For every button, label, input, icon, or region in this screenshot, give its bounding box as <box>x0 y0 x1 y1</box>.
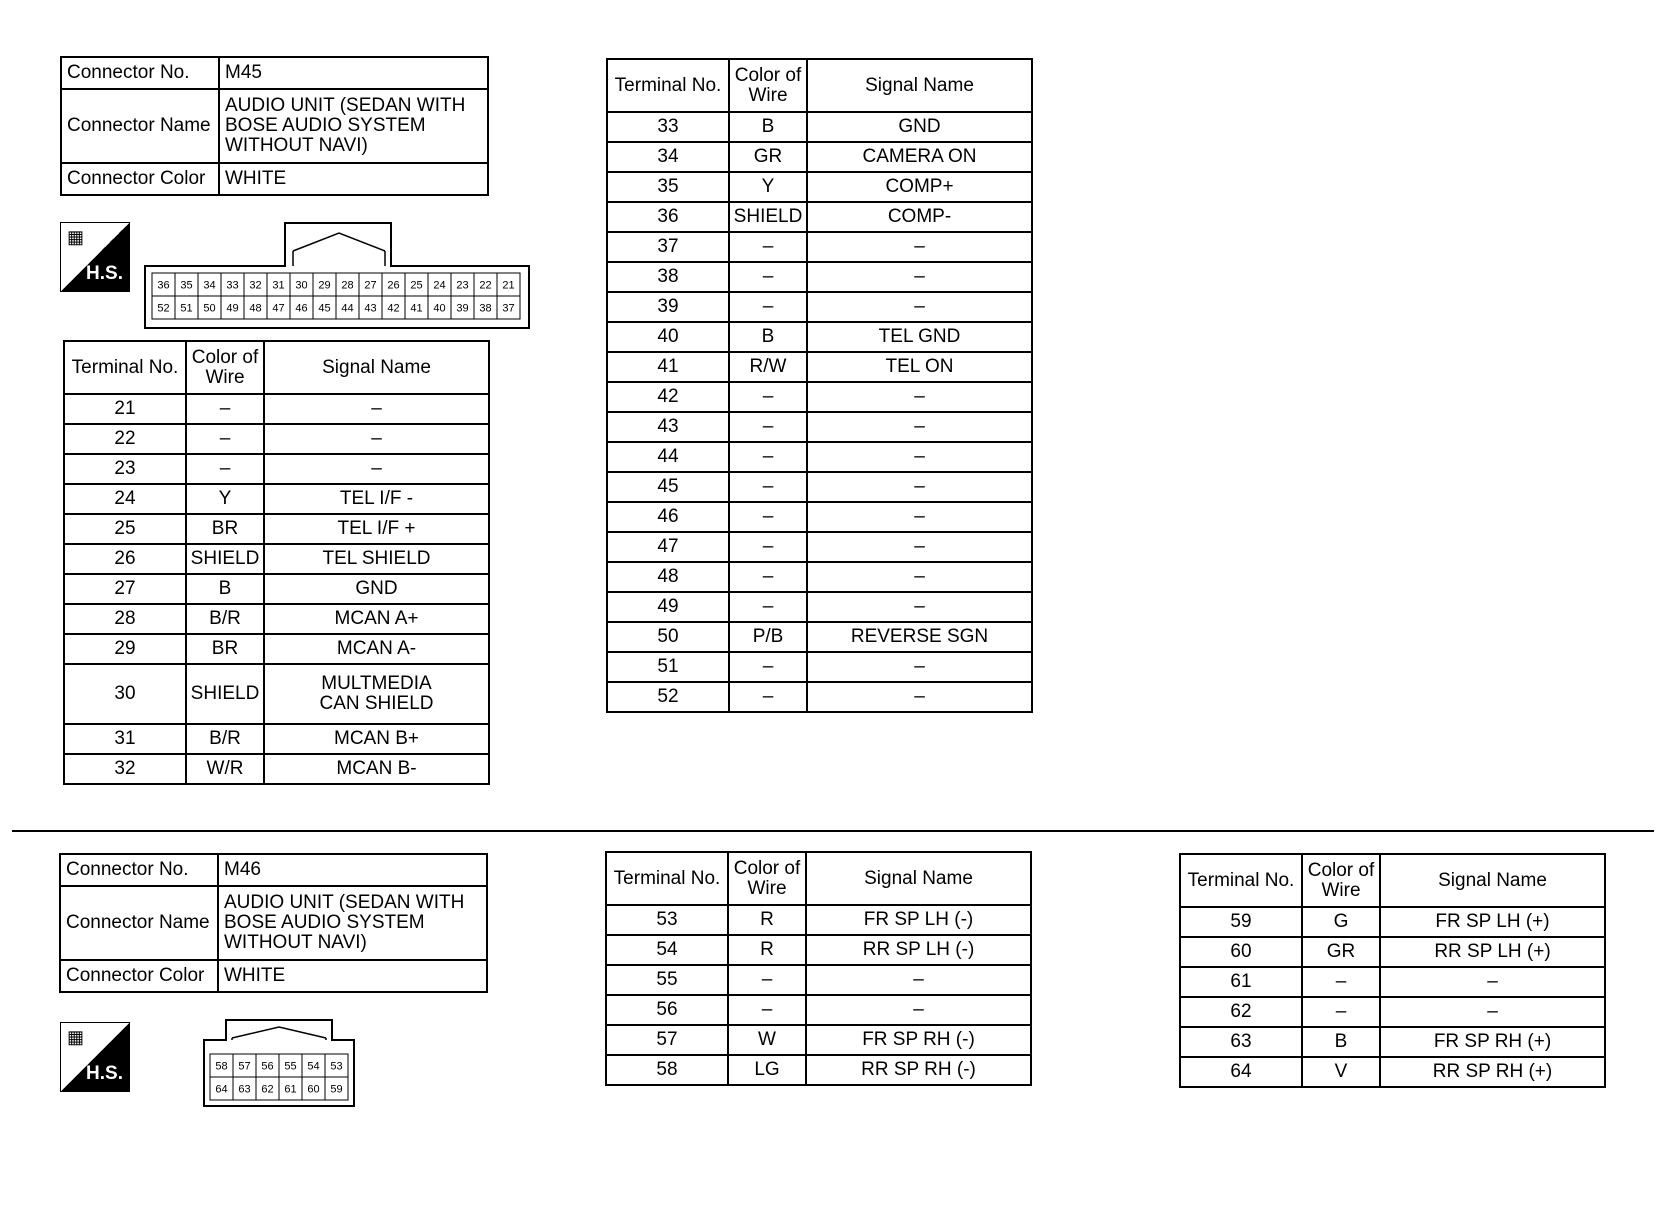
pin-number: 32 <box>249 279 262 292</box>
connector-color-label: Connector Color <box>60 960 218 992</box>
terminal-no-cell: 64 <box>1180 1057 1302 1087</box>
terminal-no-cell: 61 <box>1180 967 1302 997</box>
connector-color-label: Connector Color <box>61 163 219 195</box>
pin-number: 22 <box>479 279 492 292</box>
connector-glyph-icon: ▦ <box>67 227 85 247</box>
signal-name-cell: CAMERA ON <box>807 142 1032 172</box>
terminal-no-cell: 48 <box>607 562 729 592</box>
pin-number: 49 <box>226 302 239 315</box>
connector-info-m46 <box>59 853 488 993</box>
terminal-no-cell: 54 <box>606 935 728 965</box>
terminal-no-cell: 34 <box>607 142 729 172</box>
pin-number: 25 <box>410 279 423 292</box>
table-row <box>606 905 1031 935</box>
table-row <box>64 514 489 544</box>
signal-name-cell: – <box>807 472 1032 502</box>
signal-name-cell: – <box>807 292 1032 322</box>
signal-name-cell: GND <box>807 112 1032 142</box>
pin-number: 44 <box>341 302 354 315</box>
terminal-no-cell: 43 <box>607 412 729 442</box>
pin-number: 31 <box>272 279 285 292</box>
wire-color-cell: LG <box>728 1055 806 1085</box>
signal-name-cell: – <box>807 592 1032 622</box>
connector-name-label: Connector Name <box>60 886 218 960</box>
connector-name-value: AUDIO UNIT (SEDAN WITH BOSE AUDIO SYSTEM WITHOUT NAVI) <box>218 886 487 960</box>
table-row <box>607 622 1032 652</box>
signal-name-cell: FR SP LH (+) <box>1380 907 1605 937</box>
connector-color-value: WHITE <box>219 163 488 195</box>
terminal-no-cell: 47 <box>607 532 729 562</box>
terminal-no-cell: 58 <box>606 1055 728 1085</box>
pin-number: 33 <box>226 279 239 292</box>
terminal-no-cell: 21 <box>64 394 186 424</box>
table-row <box>1180 997 1605 1027</box>
pin-number: 21 <box>502 279 515 292</box>
wire-color-cell: BR <box>186 514 264 544</box>
connector-no-value: M46 <box>218 854 487 886</box>
table-row <box>607 172 1032 202</box>
table-row <box>607 532 1032 562</box>
table-row <box>64 634 489 664</box>
signal-name-cell: – <box>807 232 1032 262</box>
pin-number: 57 <box>238 1060 251 1073</box>
signal-name-cell: FR SP RH (-) <box>806 1025 1031 1055</box>
terminal-no-header: Terminal No. <box>64 341 186 394</box>
color-of-wire-header: Color of Wire <box>186 341 264 394</box>
wire-color-cell: – <box>1302 997 1380 1027</box>
signal-name-cell: – <box>264 454 489 484</box>
signal-name-cell: REVERSE SGN <box>807 622 1032 652</box>
terminal-no-cell: 31 <box>64 724 186 754</box>
wire-color-cell: SHIELD <box>729 202 807 232</box>
connector-face-m46 <box>202 1018 362 1110</box>
terminal-no-cell: 40 <box>607 322 729 352</box>
signal-name-cell: MCAN A+ <box>264 604 489 634</box>
pin-number: 38 <box>479 302 492 315</box>
signal-name-cell: – <box>807 532 1032 562</box>
signal-name-cell: RR SP LH (-) <box>806 935 1031 965</box>
table-row <box>607 322 1032 352</box>
signal-name-cell: MCAN B+ <box>264 724 489 754</box>
signal-name-header: Signal Name <box>264 341 489 394</box>
terminal-no-header: Terminal No. <box>606 852 728 905</box>
harness-side-icon <box>60 222 130 292</box>
wire-color-cell: B <box>729 322 807 352</box>
table-row <box>607 232 1032 262</box>
pin-number: 26 <box>387 279 400 292</box>
pin-number: 52 <box>157 302 170 315</box>
terminal-no-cell: 44 <box>607 442 729 472</box>
signal-name-cell: RR SP RH (-) <box>806 1055 1031 1085</box>
pin-number: 62 <box>261 1083 274 1096</box>
table-row <box>607 472 1032 502</box>
pin-number: 30 <box>295 279 308 292</box>
signal-name-cell: – <box>1380 997 1605 1027</box>
terminal-no-cell: 25 <box>64 514 186 544</box>
terminal-no-cell: 23 <box>64 454 186 484</box>
terminal-no-cell: 35 <box>607 172 729 202</box>
wire-color-cell: BR <box>186 634 264 664</box>
pin-number: 34 <box>203 279 216 292</box>
terminal-table-53-58 <box>605 851 1032 1086</box>
table-row <box>606 995 1031 1025</box>
table-row <box>64 454 489 484</box>
pin-number: 55 <box>284 1060 297 1073</box>
table-row <box>607 202 1032 232</box>
pin-number: 39 <box>456 302 469 315</box>
signal-name-cell: TEL GND <box>807 322 1032 352</box>
pin-number: 50 <box>203 302 216 315</box>
wire-color-cell: B <box>1302 1027 1380 1057</box>
connector-face-m45 <box>143 221 533 333</box>
table-row <box>64 484 489 514</box>
wire-color-cell: P/B <box>729 622 807 652</box>
signal-name-cell: TEL SHIELD <box>264 544 489 574</box>
signal-name-cell: TEL I/F + <box>264 514 489 544</box>
wire-color-cell: – <box>1302 967 1380 997</box>
terminal-no-cell: 38 <box>607 262 729 292</box>
terminal-no-cell: 63 <box>1180 1027 1302 1057</box>
table-row <box>607 412 1032 442</box>
pin-number: 48 <box>249 302 262 315</box>
wire-color-cell: – <box>729 412 807 442</box>
wire-color-cell: V <box>1302 1057 1380 1087</box>
terminal-no-cell: 24 <box>64 484 186 514</box>
connector-latch <box>232 1027 326 1038</box>
pin-number: 47 <box>272 302 285 315</box>
signal-name-cell: COMP- <box>807 202 1032 232</box>
wire-color-cell: – <box>728 965 806 995</box>
connector-name-label: Connector Name <box>61 89 219 163</box>
signal-name-cell: – <box>264 394 489 424</box>
pin-number: 45 <box>318 302 331 315</box>
table-row <box>606 965 1031 995</box>
wire-color-cell: GR <box>1302 937 1380 967</box>
terminal-no-cell: 59 <box>1180 907 1302 937</box>
pin-number: 64 <box>215 1083 228 1096</box>
signal-name-cell: MCAN A- <box>264 634 489 664</box>
table-row <box>64 724 489 754</box>
pin-number: 36 <box>157 279 170 292</box>
wire-color-cell: – <box>729 232 807 262</box>
wire-color-cell: – <box>729 562 807 592</box>
color-of-wire-header: Color of Wire <box>1302 854 1380 907</box>
signal-name-cell: – <box>807 442 1032 472</box>
wire-color-cell: GR <box>729 142 807 172</box>
table-row <box>64 394 489 424</box>
table-row <box>64 574 489 604</box>
terminal-no-cell: 32 <box>64 754 186 784</box>
wire-color-cell: – <box>729 502 807 532</box>
wire-color-cell: – <box>729 472 807 502</box>
table-row <box>607 562 1032 592</box>
table-row <box>607 502 1032 532</box>
table-row <box>64 754 489 784</box>
signal-name-cell: – <box>807 382 1032 412</box>
wire-color-cell: W/R <box>186 754 264 784</box>
signal-name-cell: – <box>806 965 1031 995</box>
wire-color-cell: B/R <box>186 724 264 754</box>
table-row <box>64 664 489 724</box>
terminal-table-59-64 <box>1179 853 1606 1088</box>
pin-number: 43 <box>364 302 377 315</box>
pin-number: 29 <box>318 279 331 292</box>
pin-number: 42 <box>387 302 400 315</box>
connector-glyph-icon: ▦ <box>67 1027 85 1047</box>
wire-color-cell: – <box>186 454 264 484</box>
wire-color-cell: R <box>728 905 806 935</box>
table-row <box>607 682 1032 712</box>
pin-number: 56 <box>261 1060 274 1073</box>
terminal-table-33-52 <box>606 58 1033 713</box>
harness-side-icon <box>60 1022 130 1092</box>
terminal-no-cell: 36 <box>607 202 729 232</box>
pin-number: 58 <box>215 1060 228 1073</box>
signal-name-cell: FR SP LH (-) <box>806 905 1031 935</box>
table-row <box>1180 1027 1605 1057</box>
table-row <box>607 262 1032 292</box>
section-divider <box>12 830 1654 832</box>
signal-name-cell: GND <box>264 574 489 604</box>
pin-number: 35 <box>180 279 193 292</box>
signal-name-cell: – <box>807 412 1032 442</box>
signal-name-cell: RR SP LH (+) <box>1380 937 1605 967</box>
terminal-no-cell: 46 <box>607 502 729 532</box>
pin-number: 23 <box>456 279 469 292</box>
wire-color-cell: R <box>728 935 806 965</box>
connector-no-label: Connector No. <box>60 854 218 886</box>
signal-name-cell: – <box>807 502 1032 532</box>
pin-number: 60 <box>307 1083 320 1096</box>
wire-color-cell: B/R <box>186 604 264 634</box>
table-row <box>607 592 1032 622</box>
signal-name-cell: COMP+ <box>807 172 1032 202</box>
pin-number: 63 <box>238 1083 251 1096</box>
pin-number: 41 <box>410 302 423 315</box>
table-row <box>607 112 1032 142</box>
wire-color-cell: B <box>729 112 807 142</box>
wire-color-cell: – <box>729 592 807 622</box>
wire-color-cell: SHIELD <box>186 544 264 574</box>
terminal-no-cell: 42 <box>607 382 729 412</box>
pin-number: 46 <box>295 302 308 315</box>
wire-color-cell: – <box>728 995 806 1025</box>
table-row <box>607 292 1032 322</box>
wire-color-cell: SHIELD <box>186 664 264 724</box>
wire-color-cell: – <box>729 682 807 712</box>
color-of-wire-header: Color of Wire <box>729 59 807 112</box>
wire-color-cell: – <box>729 382 807 412</box>
signal-name-cell: – <box>806 995 1031 1025</box>
connector-latch <box>293 233 385 251</box>
signal-name-header: Signal Name <box>807 59 1032 112</box>
color-of-wire-header: Color of Wire <box>728 852 806 905</box>
terminal-no-cell: 60 <box>1180 937 1302 967</box>
signal-name-cell: RR SP RH (+) <box>1380 1057 1605 1087</box>
terminal-no-cell: 52 <box>607 682 729 712</box>
terminal-no-cell: 45 <box>607 472 729 502</box>
pin-number: 28 <box>341 279 354 292</box>
table-row <box>606 935 1031 965</box>
pin-number: 24 <box>433 279 446 292</box>
table-row <box>1180 1057 1605 1087</box>
signal-name-cell: – <box>807 652 1032 682</box>
terminal-no-cell: 41 <box>607 352 729 382</box>
signal-name-cell: – <box>807 562 1032 592</box>
table-row <box>64 604 489 634</box>
signal-name-cell: – <box>1380 967 1605 997</box>
table-row <box>607 652 1032 682</box>
wire-color-cell: – <box>729 262 807 292</box>
connector-no-value: M45 <box>219 57 488 89</box>
terminal-no-cell: 37 <box>607 232 729 262</box>
terminal-no-cell: 56 <box>606 995 728 1025</box>
table-row <box>64 544 489 574</box>
wire-color-cell: B <box>186 574 264 604</box>
terminal-no-cell: 22 <box>64 424 186 454</box>
terminal-no-cell: 62 <box>1180 997 1302 1027</box>
terminal-table-21-32 <box>63 340 490 785</box>
wire-color-cell: – <box>186 394 264 424</box>
pin-number: 61 <box>284 1083 297 1096</box>
wire-color-cell: Y <box>729 172 807 202</box>
table-row <box>606 1025 1031 1055</box>
table-row <box>1180 937 1605 967</box>
terminal-no-cell: 49 <box>607 592 729 622</box>
wire-color-cell: – <box>729 652 807 682</box>
signal-name-header: Signal Name <box>1380 854 1605 907</box>
connector-color-value: WHITE <box>218 960 487 992</box>
signal-name-cell: – <box>264 424 489 454</box>
pin-number: 27 <box>364 279 377 292</box>
terminal-no-cell: 39 <box>607 292 729 322</box>
terminal-no-cell: 57 <box>606 1025 728 1055</box>
wire-color-cell: G <box>1302 907 1380 937</box>
terminal-no-cell: 33 <box>607 112 729 142</box>
pin-number: 59 <box>330 1083 343 1096</box>
terminal-no-cell: 29 <box>64 634 186 664</box>
terminal-no-cell: 26 <box>64 544 186 574</box>
pin-number: 53 <box>330 1060 343 1073</box>
table-row <box>1180 967 1605 997</box>
wire-color-cell: – <box>729 532 807 562</box>
pin-number: 51 <box>180 302 193 315</box>
terminal-no-header: Terminal No. <box>607 59 729 112</box>
wire-color-cell: – <box>729 292 807 322</box>
signal-name-cell: TEL ON <box>807 352 1032 382</box>
table-row <box>607 442 1032 472</box>
table-row <box>607 382 1032 412</box>
wire-color-cell: W <box>728 1025 806 1055</box>
table-row <box>607 352 1032 382</box>
signal-name-cell: FR SP RH (+) <box>1380 1027 1605 1057</box>
terminal-no-cell: 51 <box>607 652 729 682</box>
pin-number: 54 <box>307 1060 320 1073</box>
wire-color-cell: Y <box>186 484 264 514</box>
terminal-no-cell: 30 <box>64 664 186 724</box>
terminal-no-cell: 55 <box>606 965 728 995</box>
pin-number: 37 <box>502 302 515 315</box>
signal-name-cell: TEL I/F - <box>264 484 489 514</box>
terminal-no-cell: 28 <box>64 604 186 634</box>
hs-label: H.S. <box>86 1063 123 1084</box>
signal-name-header: Signal Name <box>806 852 1031 905</box>
wire-color-cell: R/W <box>729 352 807 382</box>
signal-name-cell: – <box>807 262 1032 292</box>
terminal-no-cell: 50 <box>607 622 729 652</box>
table-row <box>64 424 489 454</box>
connector-name-value: AUDIO UNIT (SEDAN WITH BOSE AUDIO SYSTEM WITHOUT NAVI) <box>219 89 488 163</box>
hs-label: H.S. <box>86 263 123 284</box>
signal-name-cell: MCAN B- <box>264 754 489 784</box>
terminal-no-cell: 27 <box>64 574 186 604</box>
wire-color-cell: – <box>729 442 807 472</box>
terminal-no-header: Terminal No. <box>1180 854 1302 907</box>
signal-name-cell: – <box>807 682 1032 712</box>
signal-name-cell: MULTMEDIA CAN SHIELD <box>264 664 489 724</box>
wire-color-cell: – <box>186 424 264 454</box>
pin-number: 40 <box>433 302 446 315</box>
connector-no-label: Connector No. <box>61 57 219 89</box>
table-row <box>606 1055 1031 1085</box>
table-row <box>607 142 1032 172</box>
connector-info-m45 <box>60 56 489 196</box>
terminal-no-cell: 53 <box>606 905 728 935</box>
table-row <box>1180 907 1605 937</box>
